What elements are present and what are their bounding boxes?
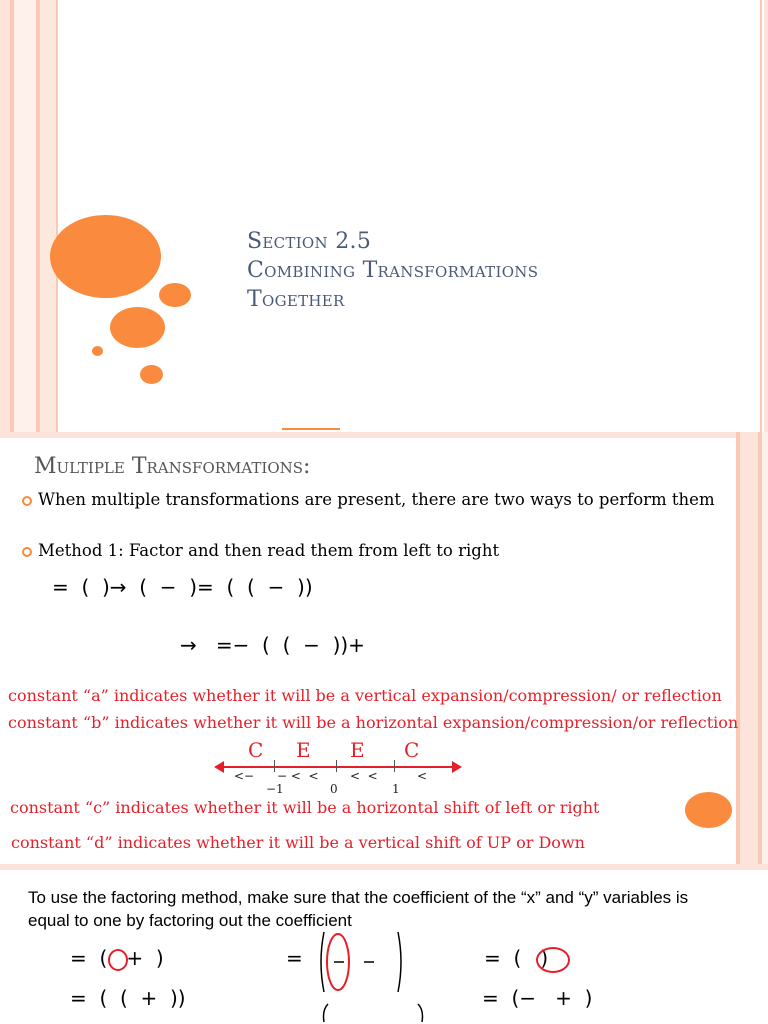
bullet-text: When multiple transformations are present, there are two ways to perform them [38, 490, 715, 509]
bullet-item [22, 539, 722, 562]
region-inequality: − < < [277, 769, 319, 783]
note-constant-b: constant “b” indicates whether it will be a horizontal expansion/compression/or reflection [8, 713, 739, 732]
slide-title [247, 227, 538, 314]
note-constant-d: constant “d” indicates whether it will be a vertical shift of UP or Down [11, 833, 585, 852]
decor-circle [685, 792, 732, 828]
slide-heading: Multiple Transformations: [34, 454, 311, 479]
tick-mark [336, 760, 337, 772]
equation: = ( ) [484, 946, 549, 970]
title-line-2: Combining Transformations [247, 258, 539, 283]
decor-stripe [56, 0, 58, 432]
multiple-transformations-slide [0, 432, 768, 864]
tick-mark [394, 760, 395, 772]
decor-circle [50, 215, 161, 298]
decor-circle [159, 283, 191, 307]
formula-result: → =− ( ( − ))+ [180, 633, 365, 657]
note-constant-c: constant “c” indicates whether it will be a horizontal shift of left or right [10, 798, 600, 817]
paragraph: To use the factoring method, make sure that the coefficient of the “x” and “y” variables is equal to one by factoring out the coefficient [28, 888, 689, 930]
equation: = (− + ) [482, 986, 593, 1010]
factoring-method-slide [0, 864, 768, 1024]
decor-stripe [764, 0, 768, 432]
region-inequality: < [417, 769, 428, 783]
bullet-text: Method 1: Factor and then read them from left to right [38, 541, 500, 560]
equation: = [286, 946, 303, 970]
tick-mark [274, 760, 275, 772]
region-label: C [248, 738, 264, 762]
title-line-3: Together [247, 287, 345, 312]
slide-separator [0, 864, 768, 870]
decor-stripe [762, 432, 768, 864]
bullet-item [22, 488, 722, 511]
title-slide [0, 0, 768, 432]
formula-factor: = ( )→ ( − )= ( ( − )) [52, 575, 313, 599]
decor-stripe [40, 0, 56, 432]
number-line-axis [220, 766, 456, 768]
bullet-circle-icon [22, 496, 32, 506]
decor-stripe [14, 0, 36, 432]
fraction-bracket-icon [318, 1002, 428, 1024]
equation: = ( ( + )) [70, 986, 186, 1010]
region-inequality: < < [350, 769, 378, 783]
slide-separator [0, 432, 768, 438]
equation: = ( + ) [70, 946, 164, 970]
note-constant-a: constant “a” indicates whether it will be a vertical expansion/compression/ or reflection [8, 686, 722, 705]
region-label: C [404, 738, 420, 762]
bullet-circle-icon [22, 547, 32, 557]
region-inequality: <− [234, 769, 255, 783]
highlight-circle-icon [536, 947, 570, 973]
tick-label: 1 [392, 782, 400, 796]
arrow-right-icon [452, 761, 462, 773]
decor-circle [92, 346, 103, 356]
decor-stripe [0, 0, 10, 432]
region-label: E [350, 738, 365, 762]
tick-label: −1 [266, 782, 284, 796]
region-label: E [296, 738, 311, 762]
fraction-bracket-icon [316, 928, 406, 996]
decor-circle [110, 307, 165, 348]
accent-underline [282, 428, 340, 430]
tick-label: 0 [330, 782, 338, 796]
decor-stripe [760, 0, 762, 432]
highlight-circle-icon [108, 949, 128, 971]
decor-circle [140, 365, 163, 384]
decor-stripe [740, 432, 758, 864]
title-line-1: Section 2.5 [247, 229, 372, 254]
